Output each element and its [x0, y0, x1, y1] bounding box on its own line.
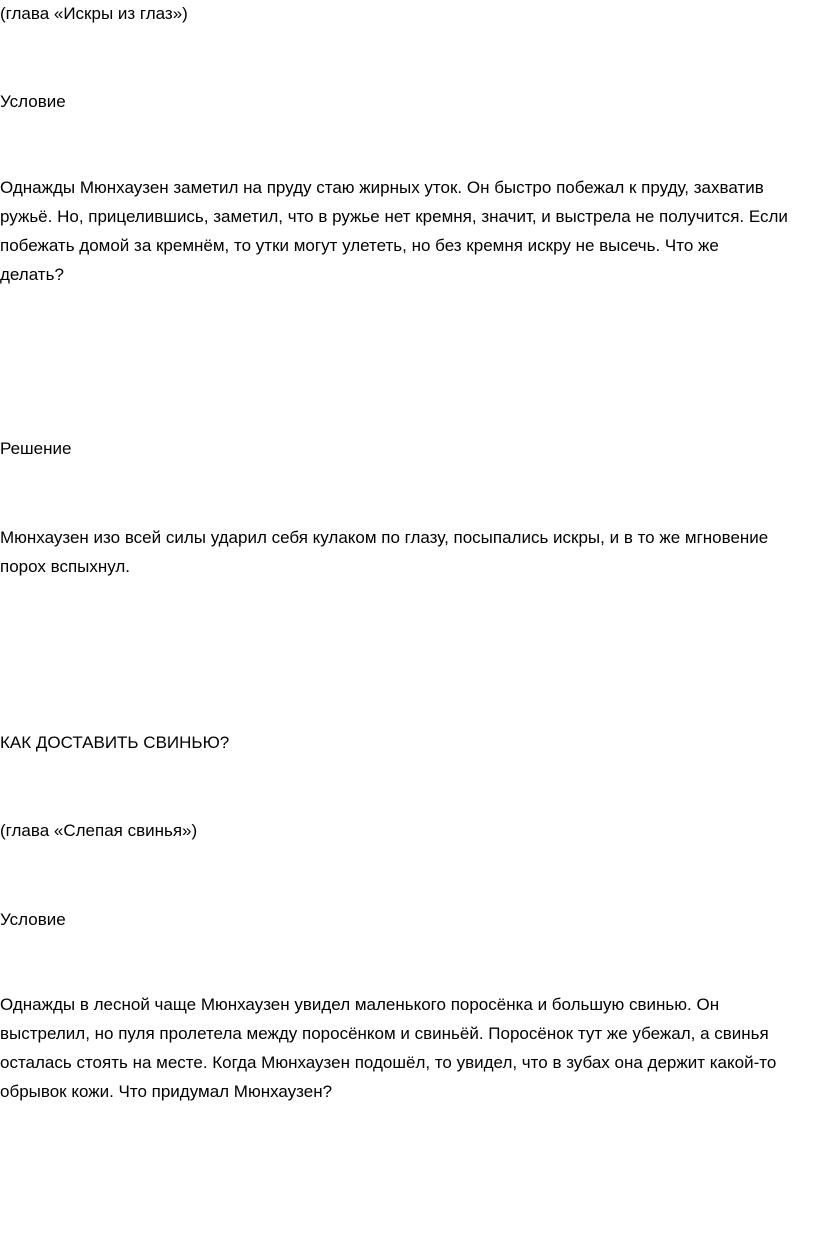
- text-line: делать?: [0, 265, 64, 284]
- chapter-title-1: (глава «Искры из глаз»): [0, 4, 188, 23]
- text-line: ружьё. Но, прицелившись, заметил, что в ружье нет кремня, значит, и выстрела не получится. Если: [0, 207, 788, 226]
- solution-heading-1: Решение: [0, 439, 72, 458]
- condition-paragraph-2: [0, 990, 812, 1106]
- text-line: Однажды Мюнхаузен заметил на пруду стаю жирных уток. Он быстро побежал к пруду, захватив: [0, 178, 764, 197]
- solution-paragraph-1: [0, 523, 812, 581]
- chapter-title-2: (глава «Слепая свинья»): [0, 821, 198, 840]
- condition-heading-2: Условие: [0, 910, 66, 929]
- text-line: порох вспыхнул.: [0, 557, 131, 576]
- text-line: побежать домой за кремнём, то утки могут улететь, но без кремня искру не высечь. Что же: [0, 236, 719, 255]
- text-line: Однажды в лесной чаще Мюнхаузен увидел маленького поросёнка и большую свинью. Он: [0, 995, 720, 1014]
- condition-paragraph-1: [0, 173, 812, 289]
- text-line: обрывок кожи. Что придумал Мюнхаузен?: [0, 1082, 333, 1101]
- text-line: Мюнхаузен изо всей силы ударил себя кулаком по глазу, посыпались искры, и в то же мгновение: [0, 528, 769, 547]
- condition-heading-1: Условие: [0, 92, 66, 111]
- section-title-2: КАК ДОСТАВИТЬ СВИНЬЮ?: [0, 733, 230, 752]
- text-line: выстрелил, но пуля пролетела между поросёнком и свиньёй. Поросёнок тут же убежал, а свинья: [0, 1024, 769, 1043]
- text-line: осталась стоять на месте. Когда Мюнхаузен подошёл, то увидел, что в зубах она держит какой-то: [0, 1053, 777, 1072]
